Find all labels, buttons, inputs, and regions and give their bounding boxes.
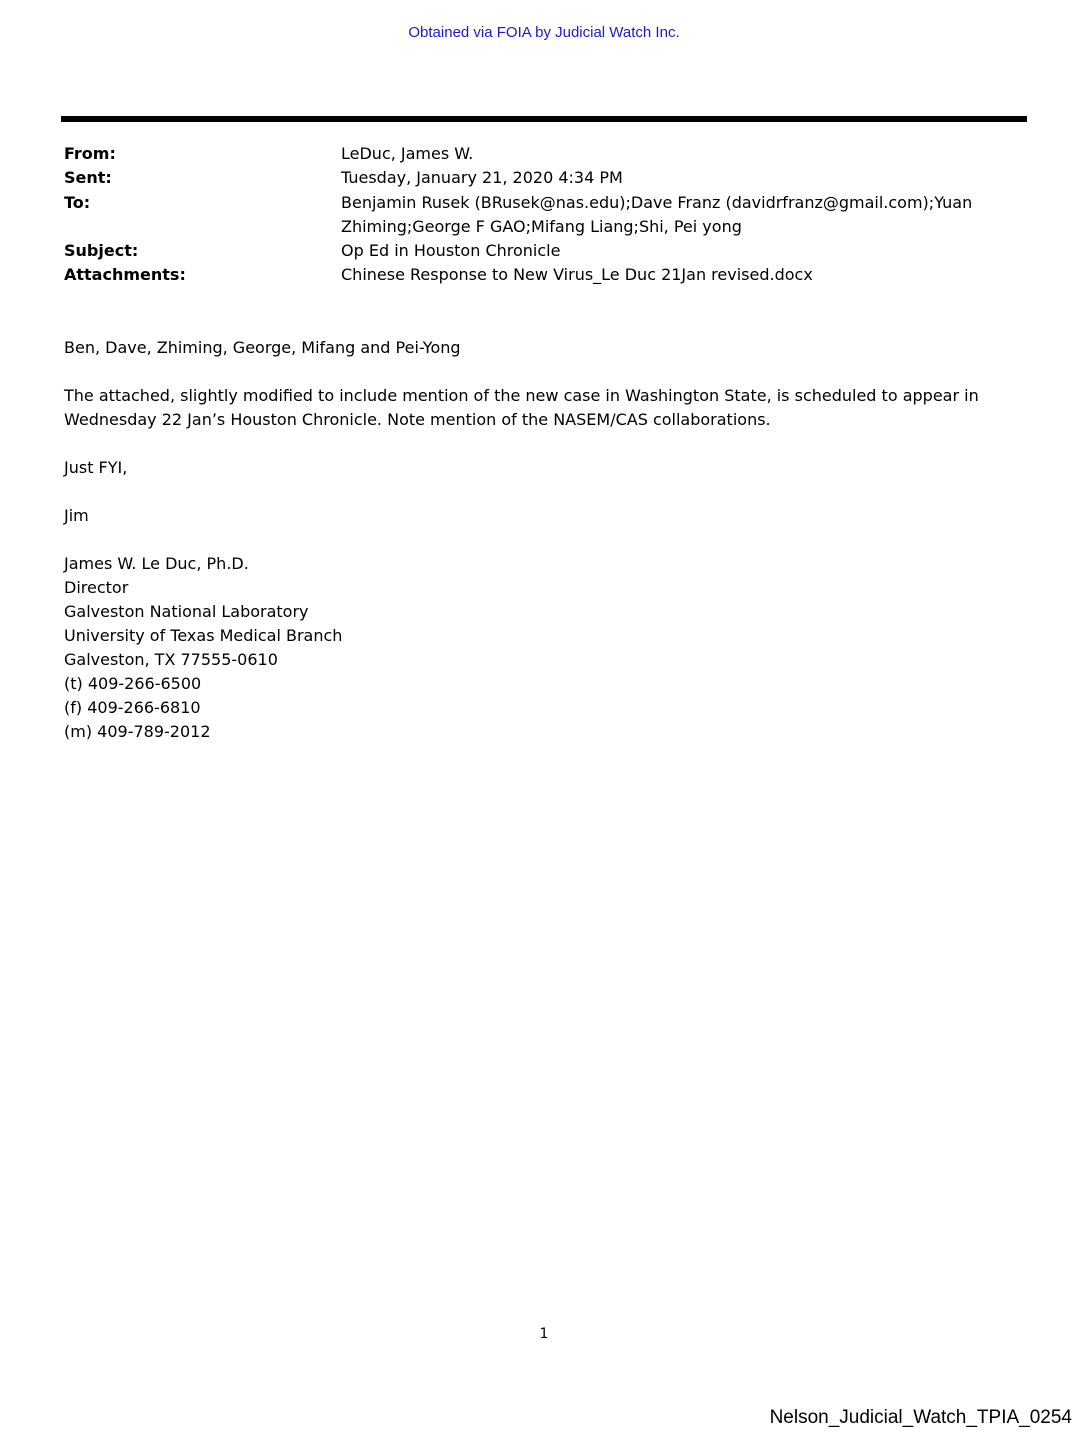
bates-number: Nelson_Judicial_Watch_TPIA_0254 <box>769 1407 1072 1428</box>
main-paragraph-line-1: The attached, slightly modified to include mention of the new case in Washington State, is scheduled to appear in <box>64 386 979 405</box>
greeting: Ben, Dave, Zhiming, George, Mifang and Pei-Yong <box>64 338 461 357</box>
signature-phone-t: (t) 409-266-6500 <box>64 674 202 693</box>
to-value-line-1: Benjamin Rusek (BRusek@nas.edu);Dave Franz (davidrfranz@gmail.com);Yuan <box>341 192 973 212</box>
signature-title: Director <box>64 578 129 597</box>
signature-phone-m: (m) 409-789-2012 <box>64 722 211 741</box>
signature-name: James W. Le Duc, Ph.D. <box>64 554 249 573</box>
header-divider <box>61 116 1027 122</box>
signature-block <box>64 552 1024 744</box>
attachments-row <box>64 263 1024 287</box>
main-paragraph <box>64 384 1024 432</box>
signature-phone-f: (f) 409-266-6810 <box>64 698 201 717</box>
to-value <box>341 191 1024 240</box>
main-paragraph-line-2: Wednesday 22 Jan’s Houston Chronicle. Note mention of the NASEM/CAS collaborations. <box>64 410 771 429</box>
attachments-value: Chinese Response to New Virus_Le Duc 21Jan revised.docx <box>341 265 813 285</box>
page-number: 1 <box>539 1326 549 1342</box>
attachments-label: Attachments: <box>64 265 186 285</box>
signoff: Jim <box>64 506 89 525</box>
from-row <box>64 142 1024 166</box>
from-label: From: <box>64 144 116 163</box>
signature-institution: University of Texas Medical Branch <box>64 626 343 645</box>
subject-row <box>64 239 1024 263</box>
to-row <box>64 191 1024 240</box>
sent-value: Tuesday, January 21, 2020 4:34 PM <box>341 168 623 188</box>
email-header <box>64 142 1024 288</box>
signature-address: Galveston, TX 77555-0610 <box>64 650 278 669</box>
subject-value: Op Ed in Houston Chronicle <box>341 241 561 261</box>
fyi-line: Just FYI, <box>64 458 128 477</box>
foia-banner: Obtained via FOIA by Judicial Watch Inc. <box>408 24 680 41</box>
sent-row <box>64 166 1024 190</box>
to-label: To: <box>64 192 91 212</box>
subject-label: Subject: <box>64 241 139 261</box>
sent-label: Sent: <box>64 168 112 188</box>
email-body <box>64 336 1024 744</box>
to-value-line-2: Zhiming;George F GAO;Mifang Liang;Shi, Pei yong <box>341 216 742 236</box>
from-value: LeDuc, James W. <box>341 144 474 163</box>
signature-org: Galveston National Laboratory <box>64 602 309 621</box>
